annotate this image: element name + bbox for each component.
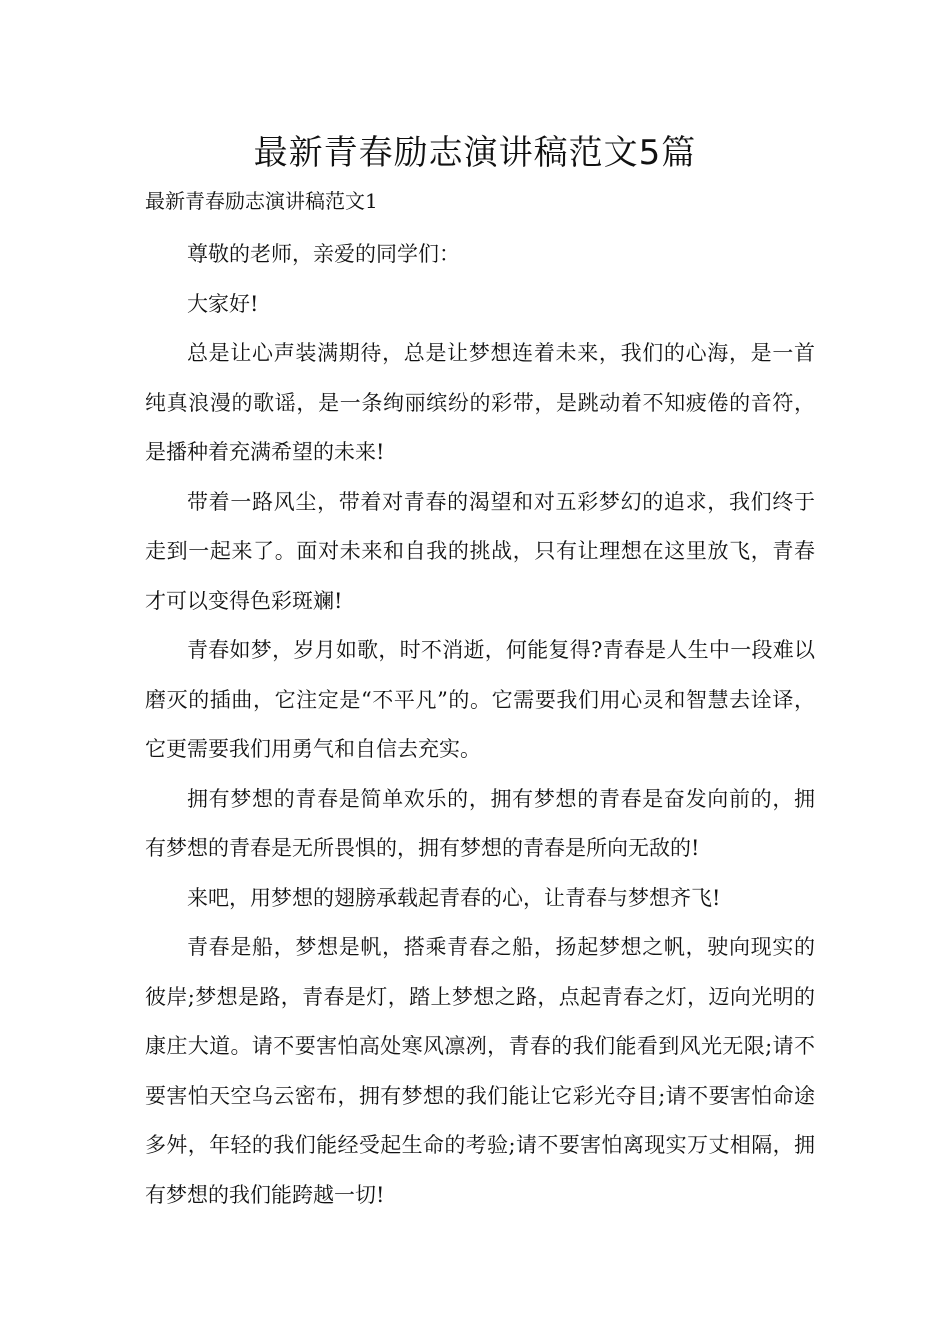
greeting-paragraph: 大家好!	[187, 291, 259, 316]
body-paragraph: 带着一路风尘，带着对青春的渴望和对五彩梦幻的追求，我们终于走到一起来了。面对未来和自我的挑战，只有让理想在这里放飞，青春才可以变得色彩斑斓!	[145, 489, 815, 613]
body-paragraph: 青春如梦，岁月如歌，时不消逝，何能复得?青春是人生中一段难以磨灭的插曲，它注定是“不平凡”的。它需要我们用心灵和智慧去诠译，它更需要我们用勇气和自信去充实。	[145, 638, 815, 761]
salutation-paragraph: 尊敬的老师，亲爱的同学们：	[187, 242, 460, 266]
body-paragraph: 青春是船，梦想是帆，搭乘青春之船，扬起梦想之帆，驶向现实的彼岸;梦想是路，青春是灯，踏上梦想之路，点起青春之灯，迈向光明的康庄大道。请不要害怕高处寒风凛冽，青春的我们能看到风光无限;请不要害怕天空乌云密布，拥有梦想的我们能让它彩光夺目;请不要害怕命途多舛，年轻的我们能经受起生命的考验;请不要害怕离现实万丈相隔，拥有梦想的我们能跨越一切!	[145, 935, 815, 1207]
section-heading: 最新青春励志演讲稿范文1	[145, 189, 378, 213]
body-paragraph: 总是让心声装满期待，总是让梦想连着未来，我们的心海，是一首纯真浪漫的歌谣，是一条绚丽缤纷的彩带，是跳动着不知疲倦的音符，是播种着充满希望的未来!	[145, 341, 815, 464]
body-paragraph: 拥有梦想的青春是简单欢乐的，拥有梦想的青春是奋发向前的，拥有梦想的青春是无所畏惧的，拥有梦想的青春是所向无敌的!	[145, 786, 815, 860]
document-body	[145, 180, 815, 1220]
document-title: 最新青春励志演讲稿范文5篇	[253, 133, 697, 173]
body-paragraph: 来吧，用梦想的翅膀承载起青春的心，让青春与梦想齐飞!	[187, 885, 721, 910]
